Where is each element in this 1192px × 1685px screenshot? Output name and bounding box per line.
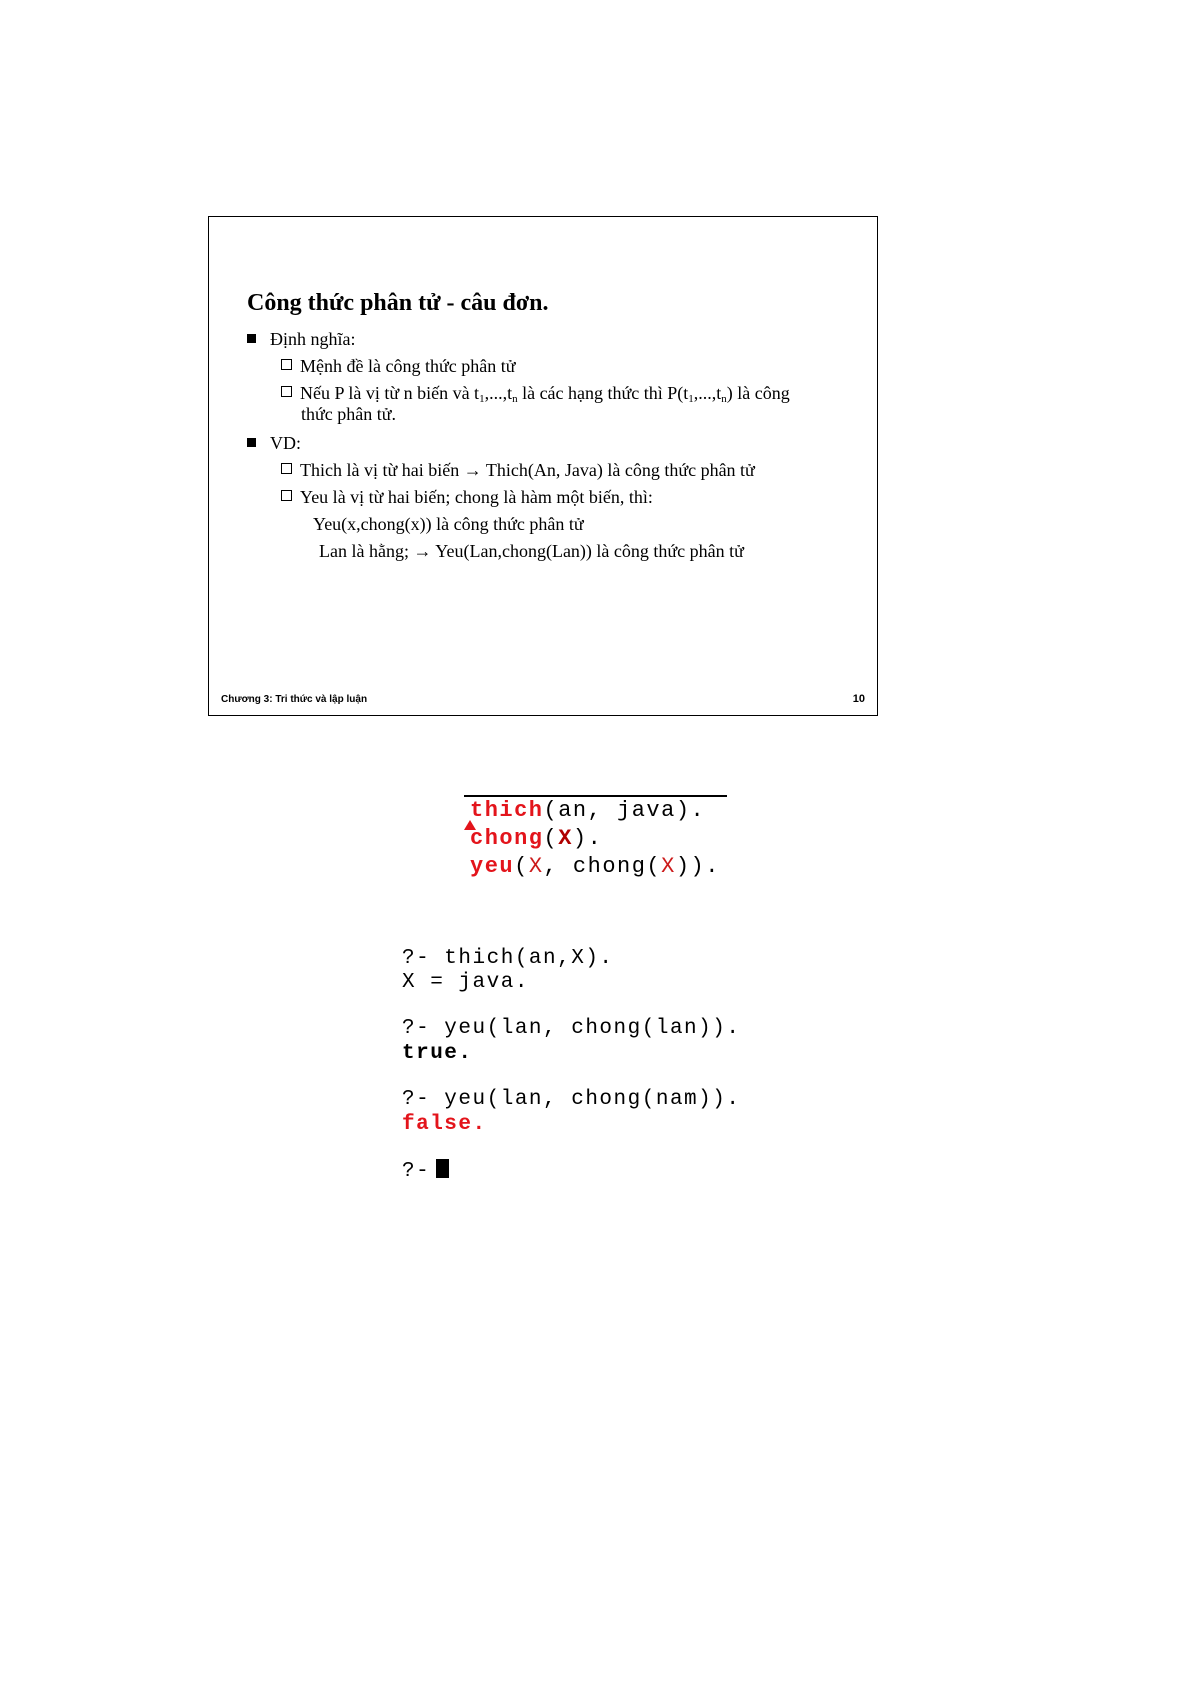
console-prompt[interactable] bbox=[402, 1159, 449, 1184]
bullet-text: VD: bbox=[270, 433, 301, 453]
code-divider bbox=[464, 795, 727, 797]
slide-frame bbox=[208, 216, 878, 716]
sub-bullet-text: Yeu là vị từ hai biến; chong là hàm một biến, thì: bbox=[300, 487, 653, 507]
sub-bullet bbox=[281, 486, 653, 508]
slide-title: Công thức phân tử - câu đơn. bbox=[247, 290, 549, 316]
text-cursor-icon bbox=[436, 1159, 449, 1178]
console-answer: X = java. bbox=[402, 971, 529, 994]
slide-page-number: 10 bbox=[852, 693, 865, 705]
hollow-square-bullet-icon bbox=[281, 490, 292, 501]
sub-bullet-text: Thich là vị từ hai biến → Thich(An, Java) là công thức phân tử bbox=[300, 460, 755, 480]
sub-bullet-continuation: thức phân tử. bbox=[301, 404, 396, 424]
sub-bullet-text: Nếu P là vị từ n biến và $t_1,...,t_n$ là các hạng thức thì $P(t_1,...,t_n)$ là công bbox=[300, 383, 790, 405]
bullet-definition bbox=[247, 328, 356, 350]
slide-footer: Chương 3: Tri thức và lập luận bbox=[221, 694, 368, 705]
hollow-square-bullet-icon bbox=[281, 359, 292, 370]
prompt-text: ?- bbox=[402, 1160, 431, 1183]
sub-bullet bbox=[281, 355, 515, 377]
sub-bullet-text: Mệnh đề là công thức phân tử bbox=[300, 356, 516, 376]
hollow-square-bullet-icon bbox=[281, 463, 292, 474]
code-line-2: chong(X). bbox=[470, 826, 603, 851]
code-line-3: yeu(X, chong(X)). bbox=[470, 854, 720, 879]
console-answer-true: true. bbox=[402, 1042, 473, 1065]
code-line-1: thich(an, java). bbox=[470, 798, 706, 823]
filled-square-bullet-icon bbox=[247, 334, 256, 343]
example-line: Yeu(x,chong(x)) là công thức phân tử bbox=[313, 514, 584, 534]
console-query: ?- yeu(lan, chong(lan)). bbox=[402, 1017, 741, 1040]
filled-square-bullet-icon bbox=[247, 438, 256, 447]
hollow-square-bullet-icon bbox=[281, 386, 292, 397]
sub-bullet bbox=[281, 382, 790, 404]
example-line: Lan là hằng; → Yeu(Lan,chong(Lan)) là công thức phân tử bbox=[319, 541, 744, 561]
sub-bullet bbox=[281, 459, 755, 481]
console-query: ?- thich(an,X). bbox=[402, 947, 614, 970]
console-answer-false: false. bbox=[402, 1113, 487, 1136]
bullet-example bbox=[247, 432, 301, 454]
bullet-text: Định nghĩa: bbox=[270, 329, 356, 349]
console-query: ?- yeu(lan, chong(nam)). bbox=[402, 1088, 741, 1111]
